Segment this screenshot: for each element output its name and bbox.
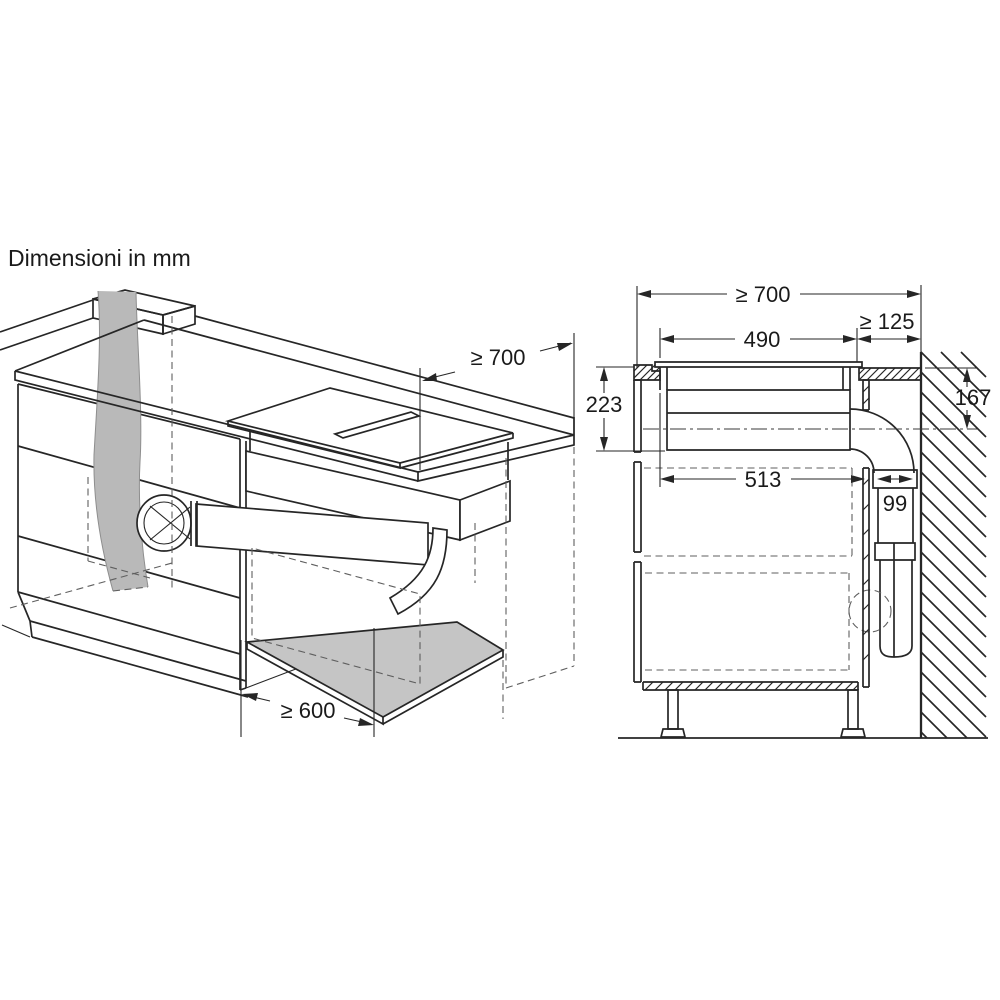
- round-duct-adapter: [137, 495, 191, 551]
- cable-grommet-hidden: [849, 590, 891, 632]
- dimension-duct-axis: [925, 368, 991, 429]
- dimension-inner-depth: [660, 393, 865, 492]
- leg-right: [848, 690, 858, 729]
- leg-left: [668, 690, 678, 729]
- dim-label-counter-depth: ≥ 700: [470, 345, 526, 370]
- dimension-duct-width: [877, 475, 913, 516]
- dim-label-front-clearance: ≥ 600: [280, 698, 336, 723]
- bottom-hatch: [645, 682, 858, 690]
- dim-label-appliance-depth: 223: [585, 392, 623, 417]
- dim-label-inner-depth: 513: [744, 467, 782, 492]
- hob-box-section: [667, 390, 850, 450]
- back-panel-hatch: [863, 386, 869, 660]
- dimension-rear-clearance: [857, 309, 921, 343]
- dimension-cutout-width: [660, 327, 857, 362]
- section-view: [586, 282, 992, 738]
- dim-label-duct-axis: 167: [954, 385, 992, 410]
- hob-glass-section: [655, 362, 862, 367]
- drawer-hidden-outlines: [644, 468, 852, 670]
- duct-section: [849, 409, 917, 657]
- wall-section: [921, 285, 986, 738]
- page-title: Dimensioni in mm: [8, 245, 191, 271]
- hob-section: [655, 362, 862, 450]
- dim-label-overall-depth: ≥ 700: [735, 282, 791, 307]
- perspective-view: [0, 290, 574, 737]
- dim-label-cutout-width: 490: [743, 327, 781, 352]
- duct-flange-lower: [875, 543, 915, 560]
- back-panel: [863, 380, 869, 410]
- dim-label-rear-clearance: ≥ 125: [859, 309, 915, 334]
- dim-label-duct-width: 99: [882, 491, 908, 516]
